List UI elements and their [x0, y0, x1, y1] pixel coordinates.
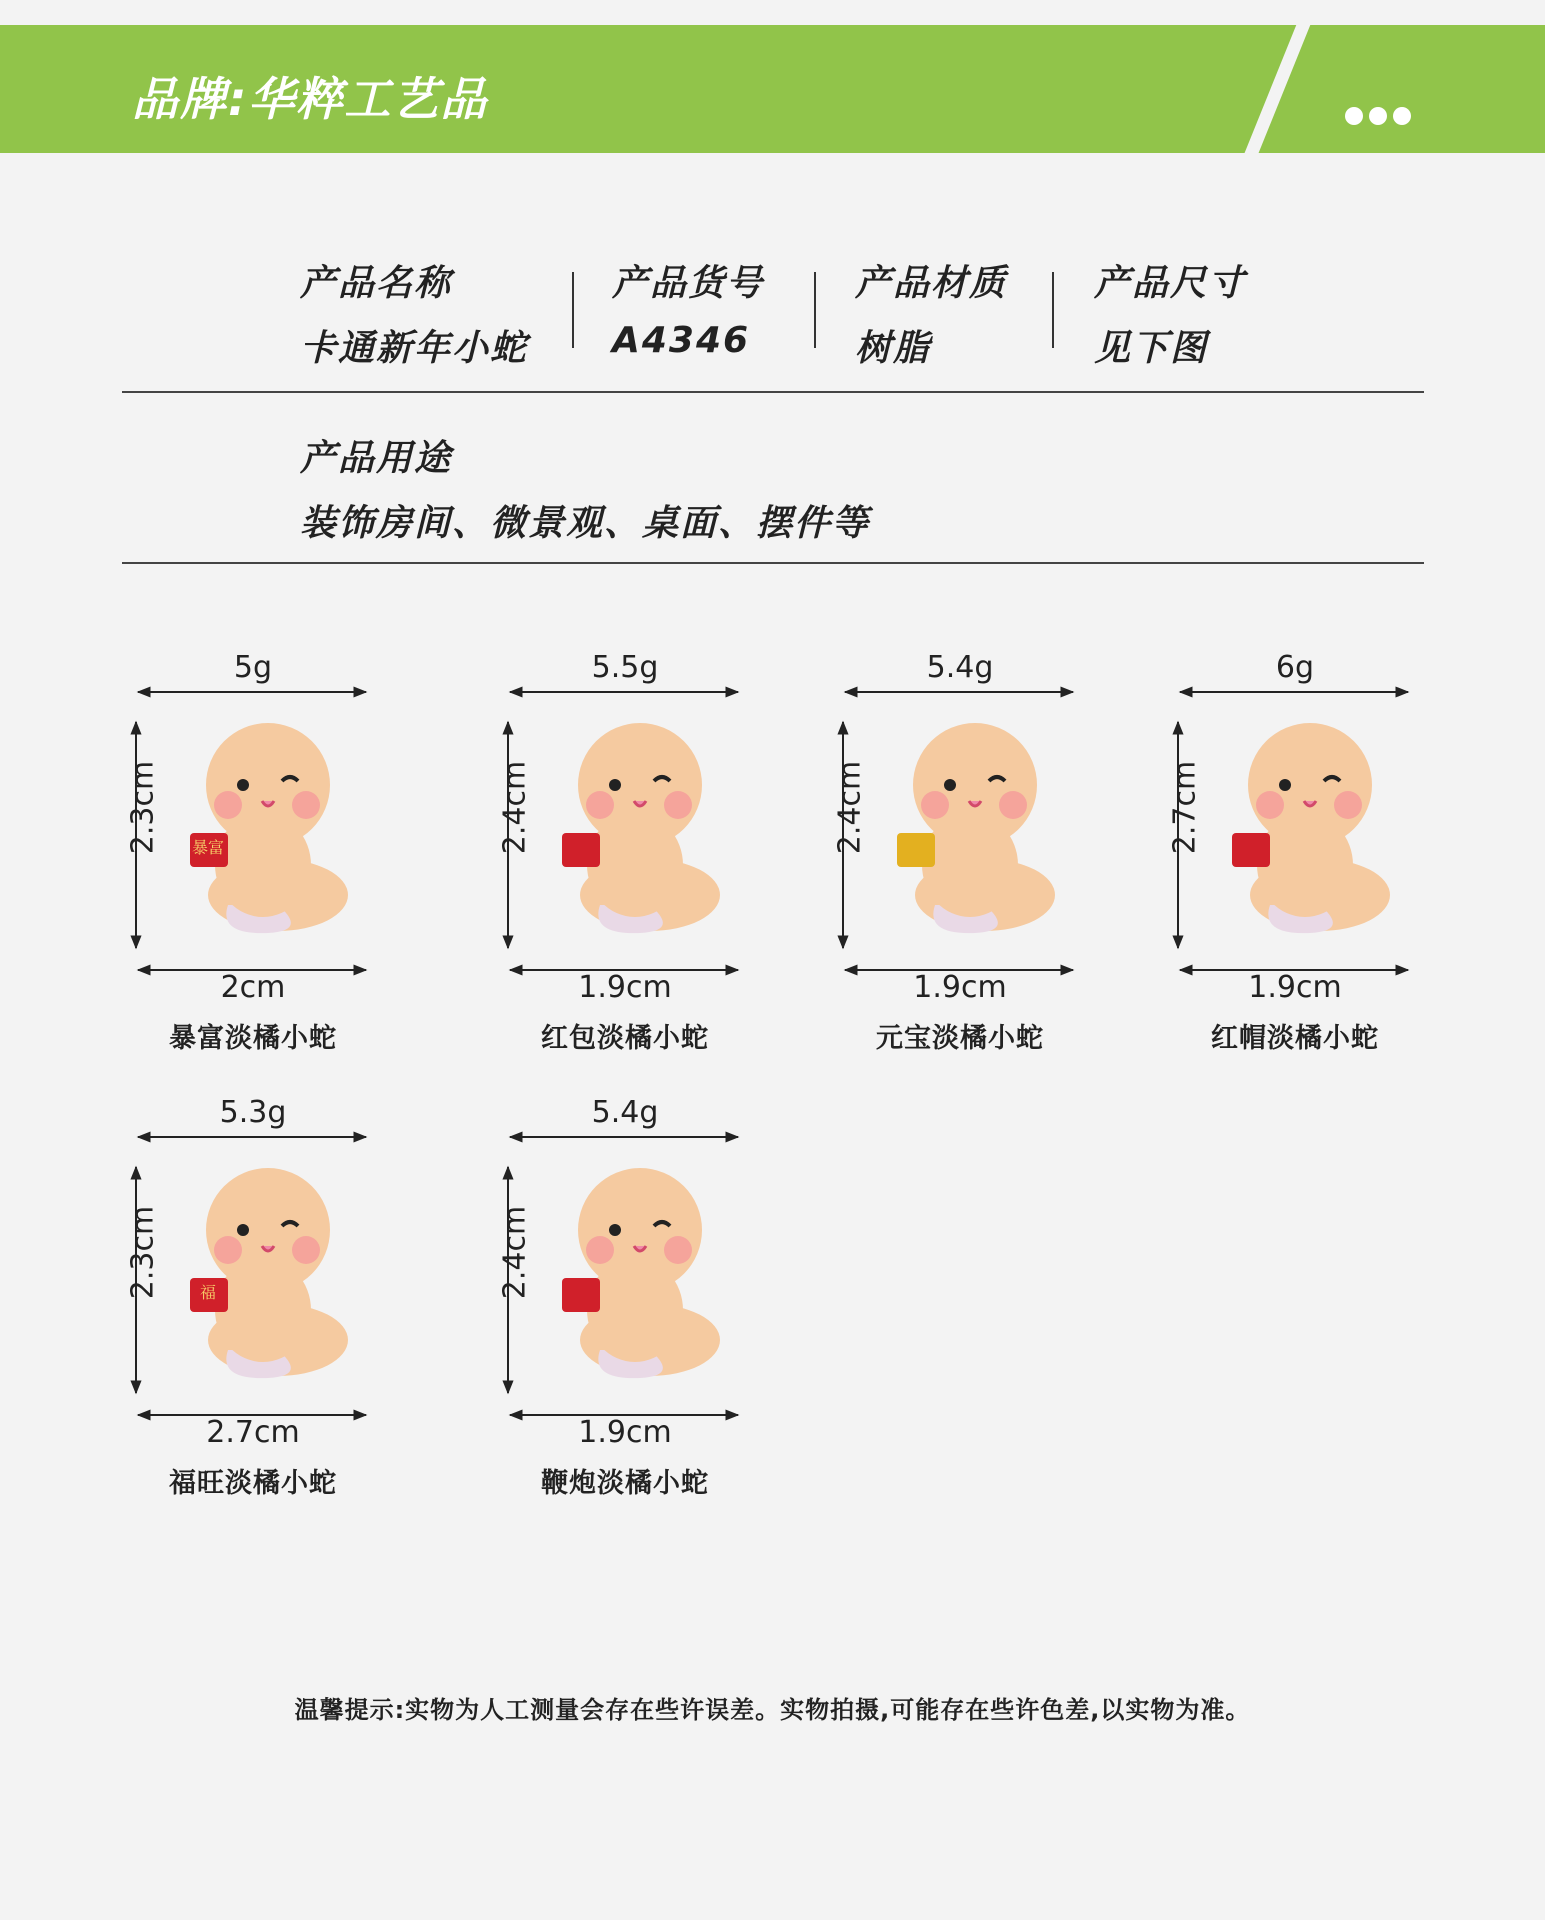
section-divider — [122, 391, 1424, 393]
product-card — [470, 1095, 800, 1499]
snake-figurine-image — [530, 1150, 730, 1390]
product-name: 福旺淡橘小蛇 — [169, 1468, 337, 1499]
product-card — [98, 1095, 428, 1499]
divider — [1052, 272, 1054, 348]
svg-text:福: 福 — [199, 1283, 217, 1302]
product-card — [98, 650, 428, 1054]
info-size — [1094, 255, 1246, 371]
product-height: 2.3cm — [125, 1205, 161, 1300]
product-weight: 5.3g — [219, 1095, 287, 1130]
product-width: 2cm — [220, 970, 286, 1005]
banner-slash-decoration — [1232, 25, 1319, 153]
info-value: 树脂 — [855, 328, 932, 369]
info-usage — [300, 430, 870, 546]
product-name: 红帽淡橘小蛇 — [1211, 1023, 1379, 1054]
info-product-name — [300, 255, 528, 371]
snake-figurine-image — [530, 705, 730, 945]
svg-text:暴富: 暴富 — [191, 838, 225, 857]
snake-figurine-image — [865, 705, 1065, 945]
section-divider — [122, 562, 1424, 564]
product-name: 红包淡橘小蛇 — [541, 1023, 709, 1054]
snake-figurine-image — [158, 1150, 358, 1390]
product-card — [805, 650, 1135, 1054]
info-material — [855, 255, 1007, 371]
more-dots-icon — [1345, 107, 1411, 125]
notice-text: 温馨提示:实物为人工测量会存在些许误差。实物拍摄,可能存在些许色差,以实物为准。 — [294, 1696, 1251, 1724]
info-value: 见下图 — [1094, 328, 1209, 369]
product-name: 鞭炮淡橘小蛇 — [541, 1468, 709, 1499]
product-width: 1.9cm — [913, 970, 1007, 1005]
product-width: 2.7cm — [206, 1415, 300, 1450]
product-height: 2.4cm — [497, 1205, 533, 1300]
info-label: 产品尺寸 — [1094, 263, 1247, 304]
info-value: A4346 — [612, 320, 751, 361]
info-label: 产品名称 — [300, 263, 453, 304]
product-height: 2.3cm — [125, 760, 161, 855]
product-width: 1.9cm — [578, 970, 672, 1005]
product-height: 2.4cm — [497, 760, 533, 855]
product-card — [1140, 650, 1470, 1054]
info-label: 产品货号 — [612, 263, 765, 304]
info-value: 卡通新年小蛇 — [300, 328, 529, 369]
snake-figurine-image — [158, 705, 358, 945]
product-weight: 5g — [233, 650, 273, 685]
product-weight: 5.4g — [591, 1095, 659, 1130]
brand-banner — [0, 25, 1545, 153]
product-name: 暴富淡橘小蛇 — [169, 1023, 337, 1054]
info-label: 产品材质 — [855, 263, 1008, 304]
product-height: 2.4cm — [832, 760, 868, 855]
product-weight: 5.4g — [926, 650, 994, 685]
info-label: 产品用途 — [300, 438, 453, 479]
divider — [572, 272, 574, 348]
product-width: 1.9cm — [1248, 970, 1342, 1005]
product-width: 1.9cm — [578, 1415, 672, 1450]
snake-figurine-image — [1200, 705, 1400, 945]
info-value: 装饰房间、微景观、桌面、摆件等 — [300, 503, 871, 544]
product-card — [470, 650, 800, 1054]
product-weight: 6g — [1275, 650, 1315, 685]
info-product-code — [612, 255, 764, 361]
brand-title: 品牌:华粹工艺品 — [132, 72, 489, 126]
divider — [814, 272, 816, 348]
product-weight: 5.5g — [591, 650, 659, 685]
product-name: 元宝淡橘小蛇 — [876, 1023, 1044, 1054]
product-height: 2.7cm — [1167, 760, 1203, 855]
